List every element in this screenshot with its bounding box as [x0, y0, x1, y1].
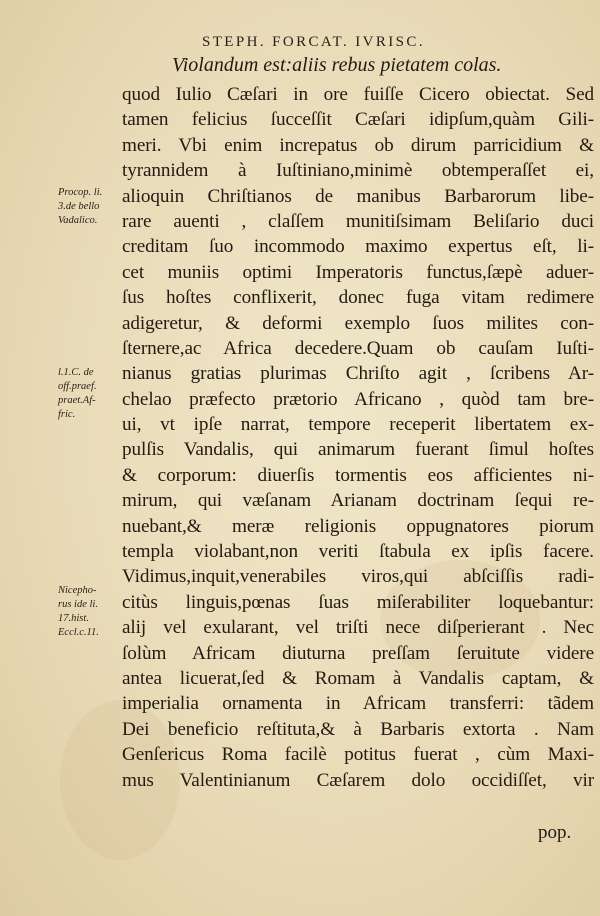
- catchword: pop.: [538, 822, 572, 843]
- running-head: STEPH. FORCAT. IVRISC.: [202, 34, 425, 50]
- margin-note-line: rus ide li.: [58, 599, 98, 610]
- margin-note-codex: [58, 366, 124, 422]
- margin-note-line: praet.Af-: [58, 395, 96, 406]
- text-line: mirum, qui væſanam Arianam doctrinam ſequi re-: [122, 490, 594, 512]
- text-line: ui, vt ipſe narrat, tempore receperit libertatem ex-: [122, 414, 594, 436]
- text-line: pulſis Vandalis, qui animarum fuerant ſimul hoſtes: [122, 439, 594, 461]
- margin-note-procopius: [58, 186, 124, 228]
- text-line: creditam ſuo incommodo maximo expertus eſt, li-: [122, 236, 594, 258]
- text-line: tamen felicius ſucceſſit Cæſari idipſum,quàm Gili-: [122, 109, 594, 131]
- text-line: & corporum: diuerſis tormentis eos afficientes ni-: [122, 464, 594, 486]
- text-line: chelao præfecto prætorio Africano , quòd tam bre-: [122, 388, 594, 410]
- text-line: ſternere,ac Africa decedere.Quam ob cauſam Iuſti-: [122, 337, 594, 359]
- text-line: alioquin Chriſtianos de manibus Barbarorum libe-: [122, 185, 594, 207]
- text-line: tyrannidem à Iuſtiniano,minimè obtemperaſſet ei,: [122, 160, 594, 182]
- margin-note-line: Procop. li.: [58, 187, 103, 198]
- text-line: templa violabant,non veriti ſtabula ex ipſis facere.: [122, 541, 594, 563]
- text-line: alij vel exularant, vel triſti nece diſperierant . Nec: [122, 617, 594, 639]
- margin-note-line: fric.: [58, 409, 76, 420]
- text-line: nuebant,& meræ religionis oppugnatores piorum: [122, 515, 594, 537]
- margin-note-line: Eccl.c.11.: [58, 627, 99, 638]
- text-line: Vidimus,inquit,venerabiles viros,qui abſciſſis radi-: [122, 566, 594, 588]
- text-line: citùs linguis,pœnas ſuas miſerabiliter loquebantur:: [122, 591, 594, 613]
- margin-note-line: l.1.C. de: [58, 367, 94, 378]
- text-line: ſus hoſtes conflixerit, donec fuga vitam redimere: [122, 287, 594, 309]
- margin-note-line: 17.hist.: [58, 613, 89, 624]
- italic-heading: Violandum est:aliis rebus pietatem colas.: [172, 54, 502, 76]
- text-line: quod Iulio Cæſari in ore fuiſſe Cicero obiectat. Sed: [122, 84, 594, 105]
- text-line: mus Valentinianum Cæſarem dolo occidiſſet, vir: [122, 769, 594, 791]
- text-line: imperialia ornamenta in Africam transferri: tãdem: [122, 693, 594, 715]
- text-line: nianus gratias plurimas Chriſto agit , ſcribens Ar-: [122, 363, 594, 385]
- text-line: antea licuerat,ſed & Romam à Vandalis captam, &: [122, 667, 594, 689]
- text-line: cet muniis optimi Imperatoris functus,ſæpè aduer-: [122, 261, 594, 283]
- text-line: rare auenti , claſſem munitiſsimam Beliſario duci: [122, 210, 594, 232]
- text-line: adigeretur, & deformi exemplo ſuos milites con-: [122, 312, 594, 334]
- text-line: Genſericus Roma facilè potitus fuerat , cùm Maxi-: [122, 744, 594, 766]
- text-line: Dei beneficio reſtituta,& à Barbaris extorta . Nam: [122, 718, 594, 740]
- margin-note-line: 3.de bello: [58, 201, 100, 212]
- margin-note-line: Vadalico.: [58, 215, 98, 226]
- body-text: [122, 82, 594, 793]
- margin-note-line: Nicepho-: [58, 585, 97, 596]
- margin-note-nicephorus: [58, 584, 124, 640]
- text-line: meri. Vbi enim increpatus ob dirum parricidium &: [122, 134, 594, 156]
- margin-note-line: off.praef.: [58, 381, 97, 392]
- text-line: ſolùm Africam diuturna preſſam ſeruitute videre: [122, 642, 594, 664]
